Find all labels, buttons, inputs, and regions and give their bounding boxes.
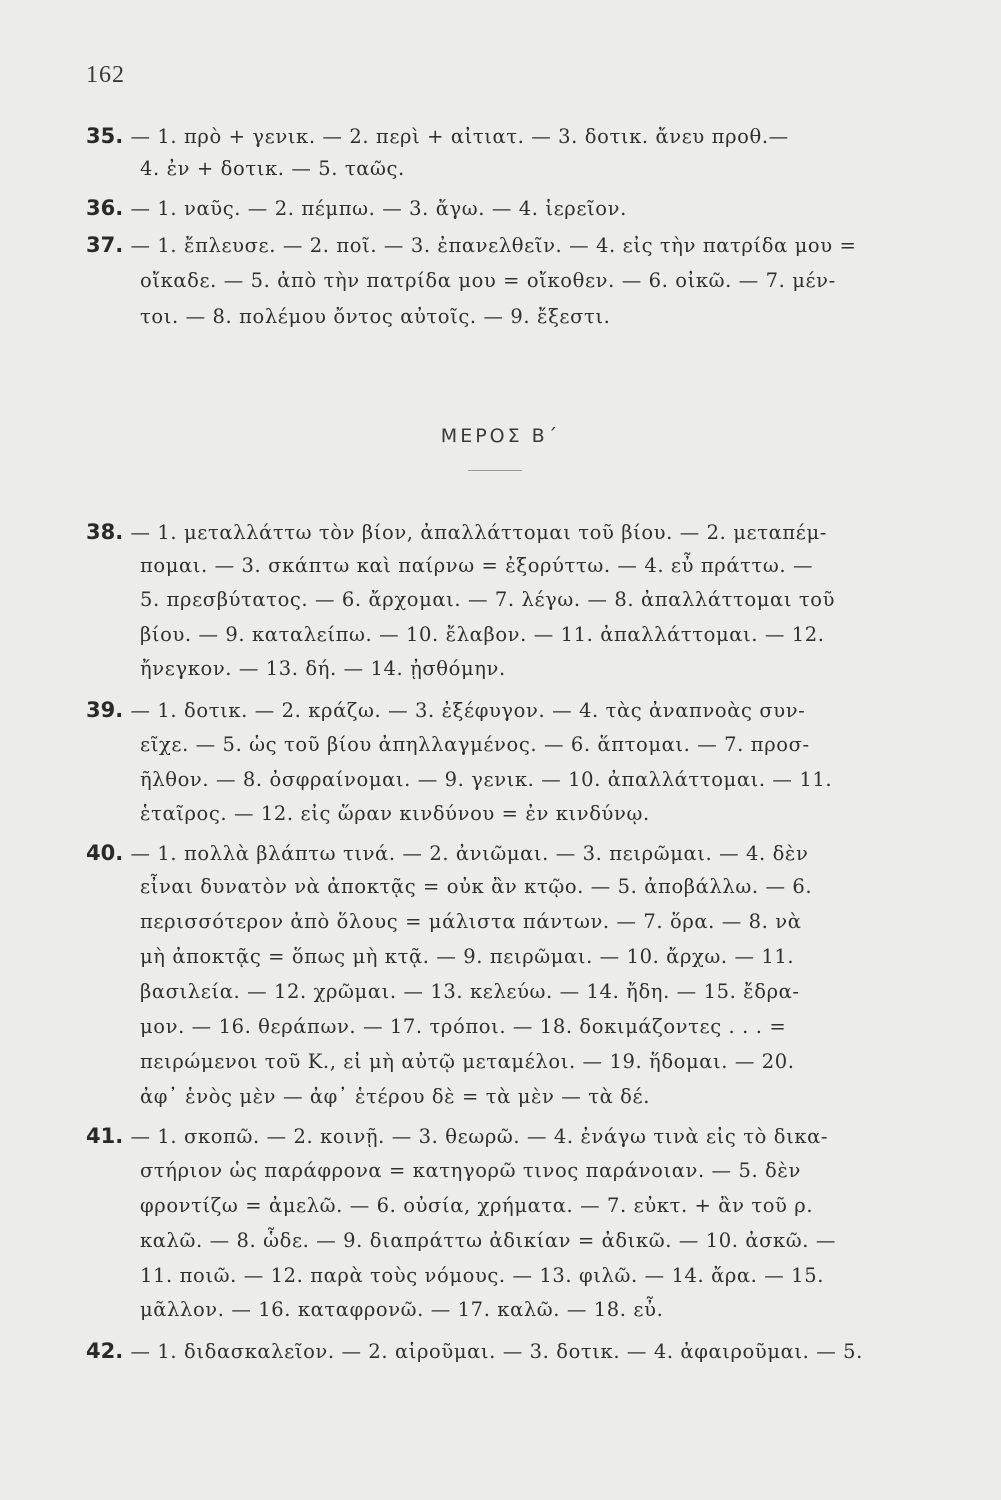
entry-35-line-2: 4. ἐν + δοτικ. — 5. ταῶς. — [140, 157, 405, 180]
entry-text: — 1. μεταλλάττω τὸν βίον, ἀπαλλάττομαι τοῦ βίου. — 2. μεταπέμ- — [130, 521, 827, 544]
entry-text: — 1. πρὸ + γενικ. — 2. περὶ + αἰτιατ. — 3. δοτικ. ἄνευ προθ.— — [130, 125, 789, 148]
entry-38-first-line — [86, 520, 827, 544]
entry-number: 39. — [86, 698, 124, 722]
entry-number: 42. — [86, 1339, 124, 1363]
entry-text: — 1. ἔπλευσε. — 2. ποῖ. — 3. ἐπανελθεῖν. — 4. εἰς τὴν πατρίδα μου = — [130, 234, 857, 257]
entry-37-line-3: τοι. — 8. πολέμου ὄντος αὐτοῖς. — 9. ἔξεστι. — [140, 305, 611, 328]
entry-text: — 1. δοτικ. — 2. κράζω. — 3. ἐξέφυγον. — 4. τὰς ἀναπνοὰς συν- — [130, 699, 806, 722]
entry-text: — 1. πολλὰ βλάπτω τινά. — 2. ἀνιῶμαι. — 3. πειρῶμαι. — 4. δὲν — [130, 842, 809, 865]
entry-35-first-line — [86, 124, 789, 148]
entry-41-first-line — [86, 1124, 828, 1148]
entry-41-line-4: καλῶ. — 8. ὧδε. — 9. διαπράττω ἀδικίαν = ἀδικῶ. — 10. ἀσκῶ. — — [140, 1229, 836, 1252]
entry-number: 38. — [86, 520, 124, 544]
entry-39-first-line — [86, 698, 805, 722]
entry-38-line-4: βίου. — 9. καταλείπω. — 10. ἔλαβον. — 11. ἀπαλλάττομαι. — 12. — [140, 623, 825, 646]
entry-number: 40. — [86, 841, 124, 865]
entry-42-first-line — [86, 1339, 863, 1363]
entry-37-line-2: οἴκαδε. — 5. ἀπὸ τὴν πατρίδα μου = οἴκοθεν. — 6. οἰκῶ. — 7. μέν- — [140, 269, 836, 292]
entry-text: — 1. διδασκαλεῖον. — 2. αἱροῦμαι. — 3. δοτικ. — 4. ἀφαιροῦμαι. — 5. — [130, 1340, 863, 1363]
entry-number: 37. — [86, 233, 124, 257]
page-number: 162 — [86, 62, 125, 88]
entry-41-line-3: φροντίζω = ἀμελῶ. — 6. οὐσία, χρήματα. — 7. εὐκτ. + ἂν τοῦ ρ. — [140, 1194, 814, 1217]
entry-39-line-4: ἑταῖρος. — 12. εἰς ὥραν κινδύνου = ἐν κινδύνῳ. — [140, 802, 650, 825]
entry-38-line-3: 5. πρεσβύτατος. — 6. ἄρχομαι. — 7. λέγω. — 8. ἀπαλλάττομαι τοῦ — [140, 588, 836, 611]
entry-41-line-2: στήριον ὡς παράφρονα = κατηγορῶ τινος παράνοιαν. — 5. δὲν — [140, 1159, 801, 1182]
entry-38-line-2: πομαι. — 3. σκάπτω καὶ παίρνω = ἐξορύττω. — 4. εὖ πράττω. — — [140, 554, 814, 577]
entry-39-line-3: ῆλθον. — 8. ὀσφραίνομαι. — 9. γενικ. — 10. ἀπαλλάττομαι. — 11. — [140, 768, 833, 791]
entry-38-line-5: ἤνεγκον. — 13. δή. — 14. ᾐσθόμην. — [140, 657, 506, 680]
entry-40-first-line — [86, 841, 808, 865]
entry-40-line-5: βασιλεία. — 12. χρῶμαι. — 13. κελεύω. — 14. ἤδη. — 15. ἔδρα- — [140, 980, 800, 1003]
entry-40-line-6: μον. — 16. θεράπων. — 17. τρόποι. — 18. δοκιμάζοντες . . . = — [140, 1015, 787, 1038]
section-heading: ΜΕΡΟΣ Β΄ — [440, 425, 561, 447]
heading-rule — [468, 470, 522, 471]
entry-40-line-8: ἀφ᾽ ἑνὸς μὲν — ἀφ᾽ ἑτέρου δὲ = τὰ μὲν — τὰ δέ. — [140, 1085, 650, 1108]
entry-text: — 1. σκοπῶ. — 2. κοινῇ. — 3. θεωρῶ. — 4. ἐνάγω τινὰ εἰς τὸ δικα- — [130, 1125, 829, 1148]
entry-40-line-3: περισσότερον ἀπὸ ὅλους = μάλιστα πάντων. — 7. ὅρα. — 8. νὰ — [140, 910, 802, 933]
entry-36-first-line — [86, 196, 627, 220]
entry-number: 35. — [86, 124, 124, 148]
entry-40-line-2: εἶναι δυνατὸν νὰ ἀποκτᾷς = οὐκ ἂν κτῷο. — 5. ἀποβάλλω. — 6. — [140, 875, 813, 898]
entry-41-line-5: 11. ποιῶ. — 12. παρὰ τοὺς νόμους. — 13. φιλῶ. — 14. ἄρα. — 15. — [140, 1264, 824, 1287]
entry-40-line-7: πειρώμενοι τοῦ Κ., εἰ μὴ αὐτῷ μεταμέλοι. — 19. ἥδομαι. — 20. — [140, 1050, 795, 1073]
entry-number: 41. — [86, 1124, 124, 1148]
entry-40-line-4: μὴ ἀποκτᾷς = ὅπως μὴ κτᾷ. — 9. πειρῶμαι. — 10. ἄρχω. — 11. — [140, 945, 795, 968]
entry-number: 36. — [86, 196, 124, 220]
entry-41-line-6: μᾶλλον. — 16. καταφρονῶ. — 17. καλῶ. — 18. εὖ. — [140, 1298, 664, 1321]
entry-text: — 1. ναῦς. — 2. πέμπω. — 3. ἄγω. — 4. ἱερεῖον. — [130, 197, 627, 220]
entry-37-first-line — [86, 233, 856, 257]
entry-39-line-2: εῖχε. — 5. ὡς τοῦ βίου ἀπηλλαγμένος. — 6. ἅπτομαι. — 7. προσ- — [140, 733, 810, 756]
